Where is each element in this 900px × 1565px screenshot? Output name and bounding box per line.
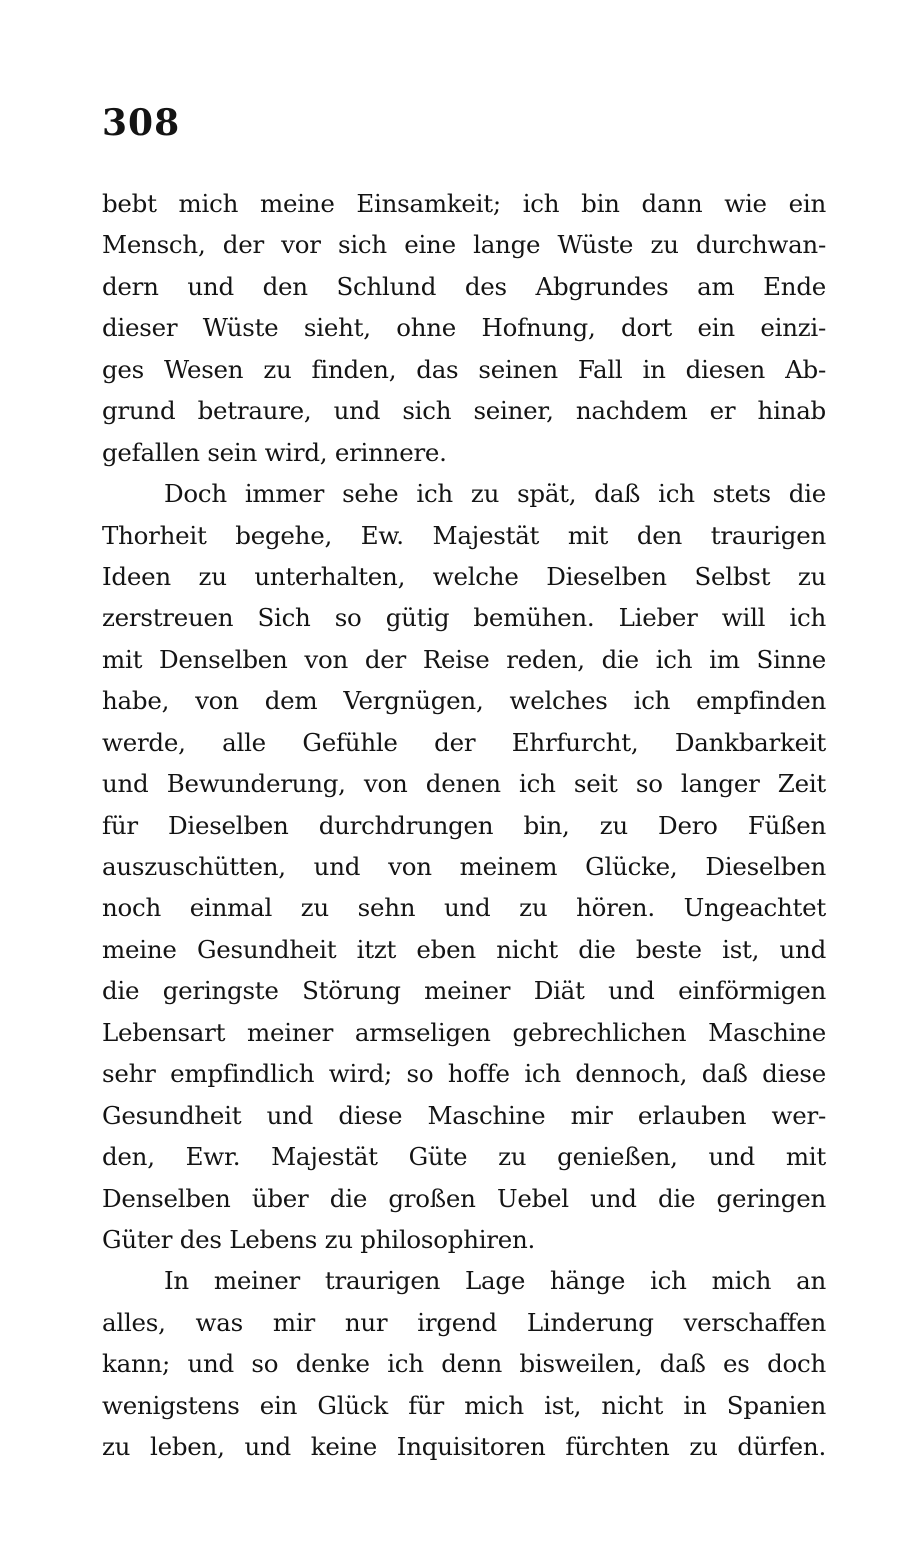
text-line (102, 1219, 826, 1260)
text-line (102, 639, 826, 680)
text-line (102, 970, 826, 1011)
text-line-content: auszuschütten, und von meinem Glücke, Dieselben (102, 852, 826, 881)
text-line-content: dieser Wüste sieht, ohne Hofnung, dort ein einzi- (102, 313, 826, 343)
text-line (102, 597, 826, 638)
text-line (102, 349, 826, 390)
text-line (102, 432, 826, 473)
text-line-content: In meiner traurigen Lage hänge ich mich an (164, 1266, 826, 1296)
text-line-content: die geringste Störung meiner Diät und einförmigen (102, 976, 826, 1006)
text-line (102, 1053, 826, 1094)
text-line (102, 846, 826, 887)
text-line-content: Thorheit begehe, Ew. Majestät mit den traurigen (102, 520, 826, 550)
text-line (102, 515, 826, 556)
text-line (102, 390, 826, 431)
text-line-content: dern und den Schlund des Abgrundes am Ende (102, 271, 826, 301)
text-line (102, 1012, 826, 1053)
text-line-content: mit Denselben von der Reise reden, die ich im Sinne (102, 644, 826, 674)
text-line-content: den, Ewr. Majestät Güte zu genießen, und mit (102, 1142, 826, 1172)
text-line (102, 680, 826, 721)
text-line (102, 473, 826, 514)
text-line-content: gefallen sein wird, erinnere. (102, 437, 447, 467)
text-line (102, 887, 826, 928)
text-line-content: grund betraure, und sich seiner, nachdem er hinab (102, 396, 826, 426)
text-line (102, 763, 826, 804)
text-line-content: Gesundheit und diese Maschine mir erlauben wer- (102, 1100, 826, 1130)
text-line-content: Lebensart meiner armseligen gebrechlichen Maschine (102, 1017, 826, 1047)
text-line-content: Doch immer sehe ich zu spät, daß ich stets die (164, 479, 826, 509)
text-line-content: kann; und so denke ich denn bisweilen, daß es doch (102, 1349, 826, 1379)
text-line (102, 1260, 826, 1301)
text-line-content: werde, alle Gefühle der Ehrfurcht, Dankbarkeit (102, 727, 826, 757)
text-line-content: ges Wesen zu finden, das seinen Fall in diesen Ab- (102, 354, 826, 384)
text-line (102, 1095, 826, 1136)
text-line (102, 307, 826, 348)
text-line (102, 722, 826, 763)
text-line (102, 1426, 826, 1467)
text-line-content: für Dieselben durchdrungen bin, zu Dero Füßen (102, 810, 826, 840)
text-line-content: alles, was mir nur irgend Linderung verschaffen (102, 1307, 826, 1337)
text-line-content: habe, von dem Vergnügen, welches ich empfinden (102, 686, 826, 716)
page-number: 308 (102, 102, 181, 144)
text-line (102, 1385, 826, 1426)
text-line (102, 1343, 826, 1384)
body-text (102, 183, 826, 1468)
text-line (102, 183, 826, 224)
text-line-content: und Bewunderung, von denen ich seit so langer Zeit (102, 769, 826, 799)
text-line-content: zu leben, und keine Inquisitoren fürchten zu dürfen. (102, 1432, 826, 1462)
text-line (102, 266, 826, 307)
text-line-content: Güter des Lebens zu philosophiren. (102, 1224, 536, 1254)
text-line (102, 556, 826, 597)
text-line (102, 1302, 826, 1343)
text-line-content: meine Gesundheit itzt eben nicht die beste ist, und (102, 934, 826, 964)
text-line-content: Mensch, der vor sich eine lange Wüste zu durchwan- (102, 230, 826, 260)
text-line-content: wenigstens ein Glück für mich ist, nicht in Spanien (102, 1390, 826, 1420)
text-line-content: sehr empfindlich wird; so hoffe ich dennoch, daß diese (102, 1059, 826, 1089)
text-line-content: Denselben über die großen Uebel und die geringen (102, 1183, 826, 1213)
text-line-content: bebt mich meine Einsamkeit; ich bin dann wie ein (102, 189, 826, 218)
text-line-content: noch einmal zu sehn und zu hören. Ungeachtet (102, 893, 826, 923)
text-line (102, 1178, 826, 1219)
text-line (102, 224, 826, 265)
text-line (102, 929, 826, 970)
text-line (102, 805, 826, 846)
text-line-content: zerstreuen Sich so gütig bemühen. Lieber will ich (102, 603, 826, 633)
text-line-content: Ideen zu unterhalten, welche Dieselben Selbst zu (102, 561, 826, 591)
text-line (102, 1136, 826, 1177)
